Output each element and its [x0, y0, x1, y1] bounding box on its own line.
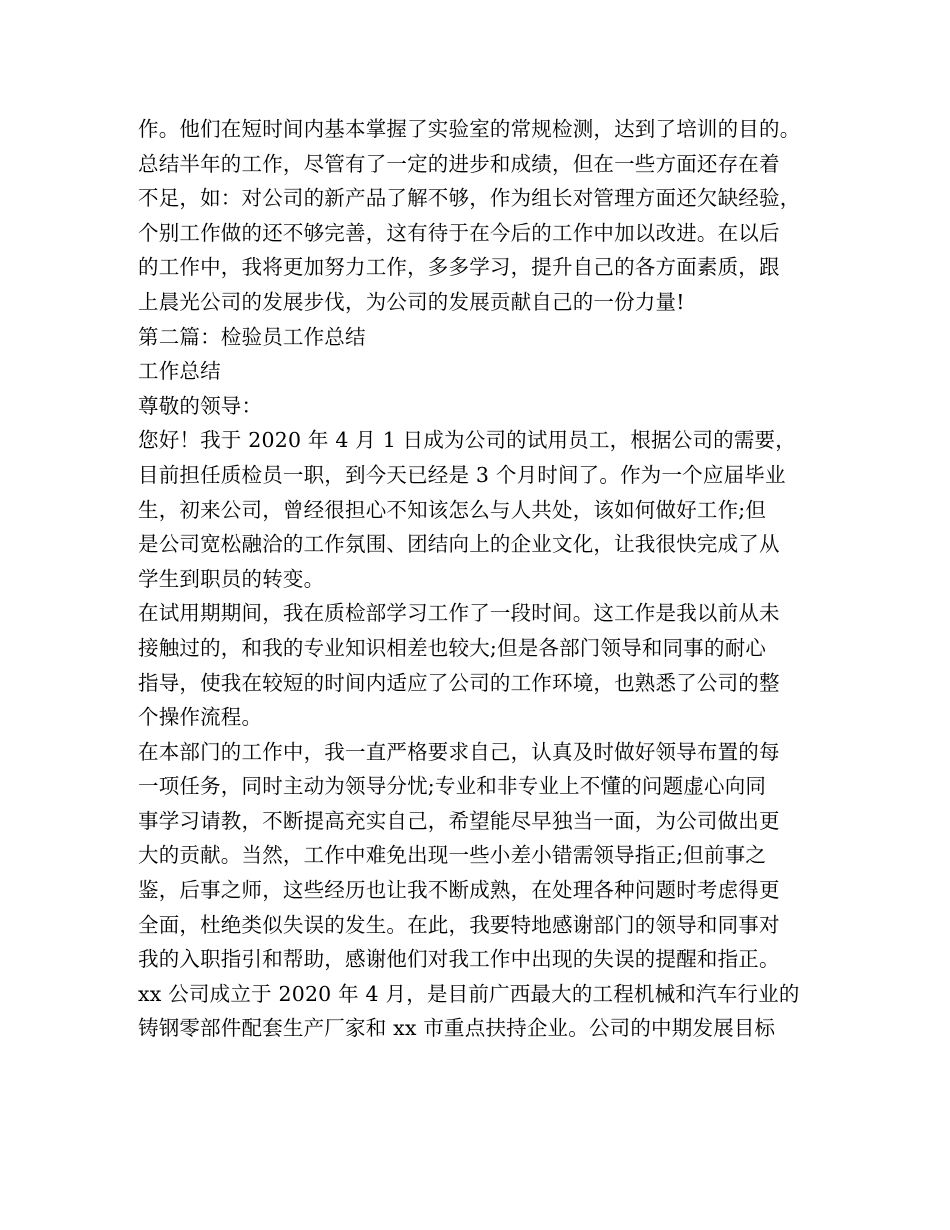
text-line: 是公司宽松融洽的工作氛围、团结向上的企业文化，让我很快完成了从: [138, 532, 780, 557]
text-line: 个别工作做的还不够完善，这有待于在今后的工作中加以改进。在以后: [138, 220, 780, 245]
text-line: 事学习请教，不断提高充实自己，希望能尽早独当一面，为公司做出更: [138, 808, 780, 833]
text-line: 指导，使我在较短的时间内适应了公司的工作环境，也熟悉了公司的整: [138, 670, 780, 695]
text-line: 您好！我于 2020 年 4 月 1 日成为公司的试用员工，根据公司的需要，: [138, 428, 796, 453]
text-line: 生，初来公司，曾经很担心不知该怎么与人共处，该如何做好工作;但: [138, 497, 767, 522]
text-line: 的工作中，我将更加努力工作，多多学习，提升自己的各方面素质，跟: [138, 255, 780, 280]
subtitle: 工作总结: [138, 359, 221, 384]
text-line: 不足，如：对公司的新产品了解不够，作为组长对管理方面还欠缺经验，: [138, 186, 801, 211]
text-line: 全面，杜绝类似失误的发生。在此，我要特地感谢部门的领导和同事对: [138, 912, 780, 937]
text-line: 总结半年的工作，尽管有了一定的进步和成绩，但在一些方面还存在着: [138, 151, 780, 176]
text-line: 作。他们在短时间内基本掌握了实验室的常规检测，达到了培训的目的。: [138, 117, 801, 141]
text-line: xx 公司成立于 2020 年 4 月，是目前广西最大的工程机械和汽车行业的: [138, 981, 800, 1006]
text-line: 我的入职指引和帮助，感谢他们对我工作中出现的失误的提醒和指正。: [138, 947, 780, 972]
text-line: 接触过的，和我的专业知识相差也较大;但是各部门领导和同事的耐心: [138, 635, 767, 660]
text-line: 大的贡献。当然，工作中难免出现一些小差小错需领导指正;但前事之: [138, 843, 767, 868]
text-line: 铸钢零部件配套生产厂家和 xx 市重点扶持企业。公司的中期发展目标: [138, 1016, 776, 1041]
text-line: 学生到职员的转变。: [138, 566, 325, 591]
text-line: 在本部门的工作中，我一直严格要求自己，认真及时做好领导布置的每: [138, 739, 780, 764]
document-body: [138, 112, 818, 1046]
text-line: 鉴，后事之师，这些经历也让我不断成熟，在处理各种问题时考虑得更: [138, 878, 780, 903]
text-line: 在试用期期间，我在质检部学习工作了一段时间。这工作是我以前从未: [138, 601, 780, 626]
text-line: 个操作流程。: [138, 705, 263, 730]
text-line: 上晨光公司的发展步伐，为公司的发展贡献自己的一份力量!: [138, 289, 685, 314]
salutation: 尊敬的领导：: [138, 393, 263, 418]
text-line: 一项任务，同时主动为领导分忧;专业和非专业上不懂的问题虚心向同: [138, 774, 767, 799]
section-heading: 第二篇：检验员工作总结: [138, 324, 366, 349]
text-line: 目前担任质检员一职，到今天已经是 3 个月时间了。作为一个应届毕业: [138, 462, 786, 487]
